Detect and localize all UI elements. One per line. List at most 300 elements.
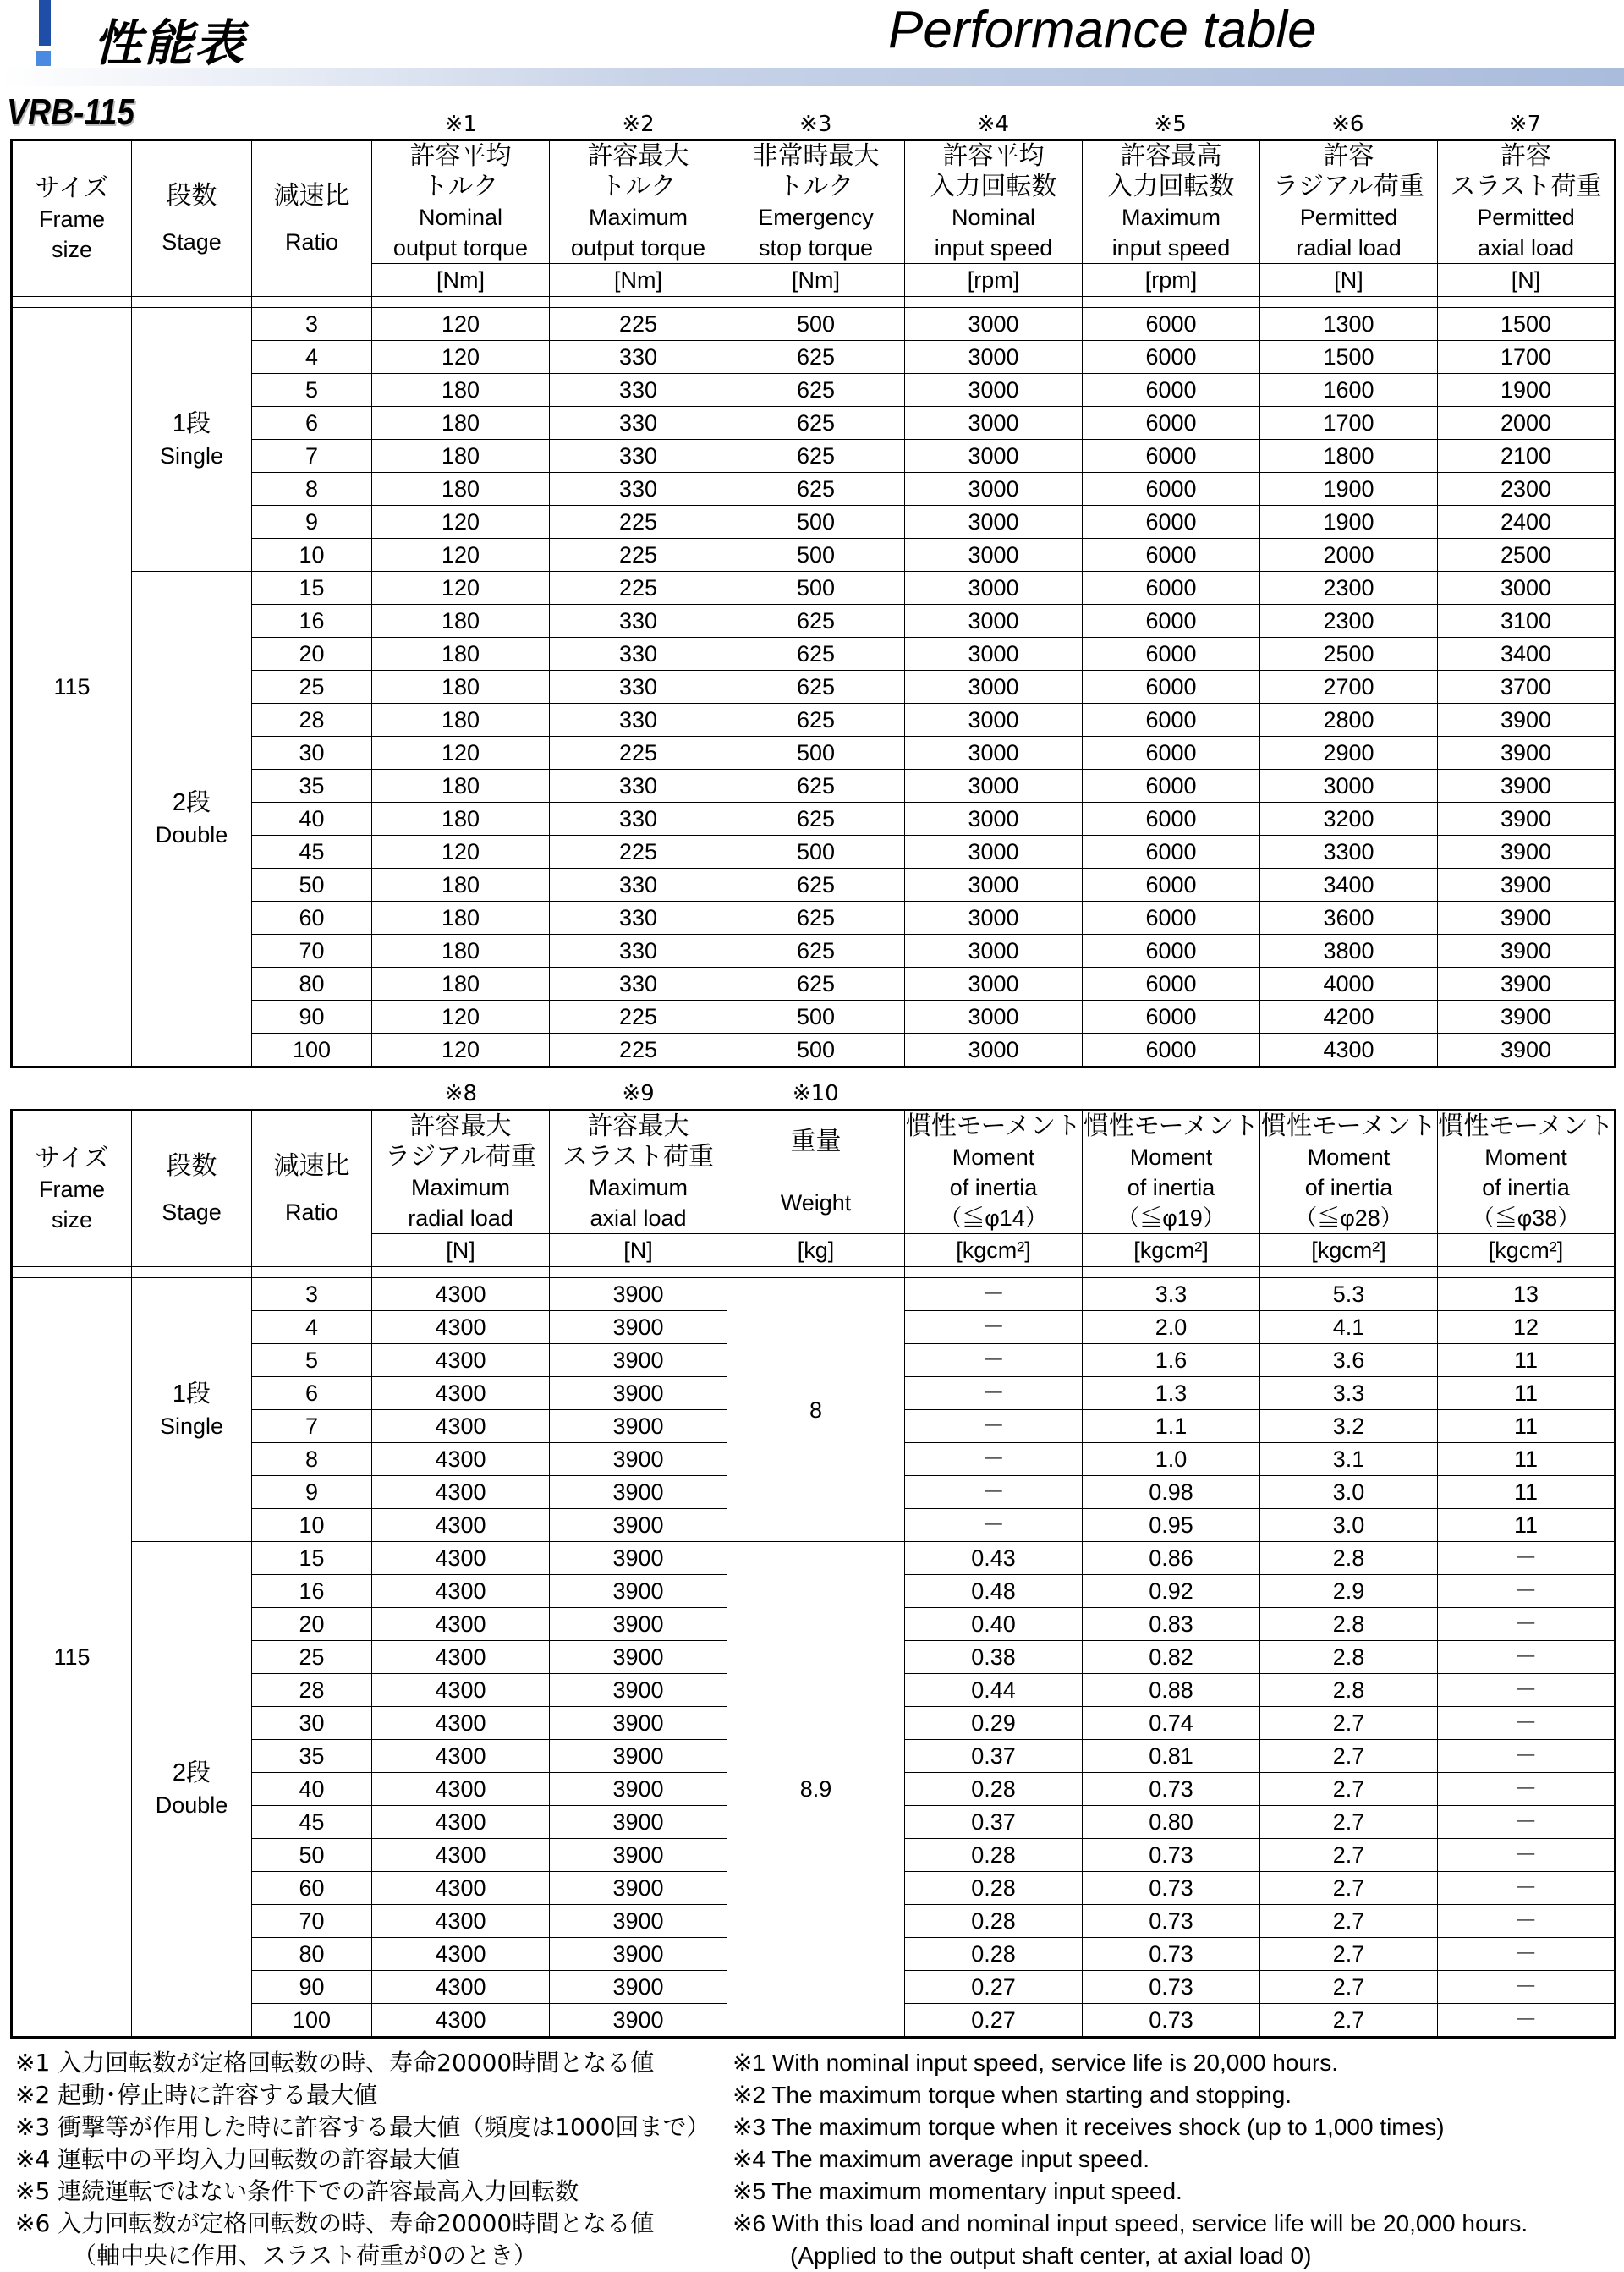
ratio-cell: 20 xyxy=(252,1608,372,1641)
value-cell: 3.2 xyxy=(1260,1410,1438,1443)
value-cell: 2.7 xyxy=(1260,1872,1438,1905)
stage-single-cell xyxy=(132,1278,252,1542)
value-cell: 3100 xyxy=(1438,605,1616,638)
value-cell: 625 xyxy=(727,869,905,902)
value-cell: 2800 xyxy=(1260,704,1438,737)
header-ratio-jp: 減速比 xyxy=(273,181,350,210)
table-row xyxy=(12,1278,1616,1311)
unit-cell: [N] xyxy=(372,1234,550,1267)
value-cell: 3000 xyxy=(905,902,1083,935)
spacer-cell xyxy=(252,297,372,308)
value-cell: 3000 xyxy=(905,539,1083,572)
table-row xyxy=(12,836,1616,869)
header-frame-size-jp: サイズ xyxy=(35,1144,109,1172)
value-cell: 6000 xyxy=(1083,968,1260,1001)
table-row xyxy=(12,737,1616,770)
header-col-3-jp1: 許容平均 xyxy=(942,142,1045,170)
value-cell: 1900 xyxy=(1438,374,1616,407)
header-col-2-en1: Weight xyxy=(780,1190,852,1216)
spacer-row xyxy=(12,1267,1616,1278)
value-cell: 0.80 xyxy=(1083,1806,1260,1839)
unit-cell: [N] xyxy=(550,1234,727,1267)
header-col-0-jp1: 許容平均 xyxy=(409,142,512,170)
header-col-1 xyxy=(550,140,727,264)
note-marker: ※1 xyxy=(444,112,477,137)
header-col-5-en1: Permitted xyxy=(1299,205,1398,230)
value-cell: 3900 xyxy=(550,1377,727,1410)
value-cell: 330 xyxy=(550,374,727,407)
table-row xyxy=(12,869,1616,902)
frame-size-cell: 115 xyxy=(12,1278,132,2038)
unit-cell: [rpm] xyxy=(1083,264,1260,297)
header-col-3 xyxy=(905,1111,1083,1234)
header-col-1 xyxy=(550,1111,727,1234)
note-marker: ※10 xyxy=(792,1081,839,1106)
ratio-cell: 16 xyxy=(252,1575,372,1608)
value-cell: 500 xyxy=(727,572,905,605)
unit-cell: [N] xyxy=(1260,264,1438,297)
table-row xyxy=(12,968,1616,1001)
value-cell: 11 xyxy=(1438,1509,1616,1542)
value-cell: 2300 xyxy=(1438,473,1616,506)
table-row xyxy=(12,440,1616,473)
stage-single-cell xyxy=(132,308,252,572)
value-cell: 3900 xyxy=(1438,968,1616,1001)
value-cell: 225 xyxy=(550,572,727,605)
value-cell: 3000 xyxy=(1260,770,1438,803)
value-cell: 2300 xyxy=(1260,572,1438,605)
page-title-jp: 性能表 xyxy=(93,14,246,72)
footnote-jp: ※1 入力回転数が定格回転数の時、寿命20000時間となる値 xyxy=(15,2049,655,2077)
value-cell: 6000 xyxy=(1083,638,1260,671)
value-cell: 3.1 xyxy=(1260,1443,1438,1476)
note-marker xyxy=(1259,1081,1436,1105)
value-cell: 3900 xyxy=(550,1575,727,1608)
value-cell: 0.37 xyxy=(905,1740,1083,1773)
value-cell: 3900 xyxy=(1438,869,1616,902)
spacer-cell xyxy=(727,297,905,308)
value-cell: 3000 xyxy=(905,308,1083,341)
value-cell: 3000 xyxy=(905,1034,1083,1067)
value-cell: 180 xyxy=(372,968,550,1001)
spacer-cell xyxy=(905,1267,1083,1278)
value-cell: 120 xyxy=(372,1034,550,1067)
ratio-cell: 6 xyxy=(252,1377,372,1410)
value-cell: 6000 xyxy=(1083,704,1260,737)
ratio-cell: 25 xyxy=(252,671,372,704)
value-cell: － xyxy=(1438,1806,1616,1839)
value-cell: 3000 xyxy=(905,704,1083,737)
value-cell: 225 xyxy=(550,1001,727,1034)
value-cell: 0.81 xyxy=(1083,1740,1260,1773)
table-row xyxy=(12,407,1616,440)
ratio-cell: 40 xyxy=(252,803,372,836)
header-col-3-en2: （≦φ14） xyxy=(939,1205,1048,1231)
ratio-cell: 5 xyxy=(252,1344,372,1377)
value-cell: 4300 xyxy=(372,1443,550,1476)
header-ratio xyxy=(252,1111,372,1267)
header-col-0-jp2: ラジアル荷重 xyxy=(385,1143,536,1171)
value-cell: 625 xyxy=(727,902,905,935)
value-cell: 330 xyxy=(550,605,727,638)
value-cell: 13 xyxy=(1438,1278,1616,1311)
footnote-en: (Applied to the output shaft center, at axial load 0) xyxy=(790,2242,1312,2269)
header-col-0-jp2: トルク xyxy=(422,173,499,200)
value-cell: 2.0 xyxy=(1083,1311,1260,1344)
value-cell: 4300 xyxy=(372,1674,550,1707)
footnote-en: ※4 The maximum average input speed. xyxy=(732,2146,1149,2172)
ratio-cell: 100 xyxy=(252,1034,372,1067)
value-cell: － xyxy=(1438,1740,1616,1773)
ratio-cell: 60 xyxy=(252,1872,372,1905)
value-cell: 0.86 xyxy=(1083,1542,1260,1575)
spacer-cell xyxy=(550,297,727,308)
value-cell: 2.9 xyxy=(1260,1575,1438,1608)
header-col-3-en1: of inertia xyxy=(949,1175,1038,1200)
value-cell: 180 xyxy=(372,638,550,671)
header-row xyxy=(12,1111,1616,1234)
header-col-6-en2: axial load xyxy=(1477,235,1575,261)
header-col-5-jp1: 許容 xyxy=(1323,142,1374,170)
header-col-4 xyxy=(1083,140,1260,264)
table-row xyxy=(12,902,1616,935)
footnotes-japanese xyxy=(15,2047,760,2272)
value-cell: 225 xyxy=(550,506,727,539)
value-cell: － xyxy=(1438,1938,1616,1971)
value-cell: 625 xyxy=(727,605,905,638)
value-cell: 1900 xyxy=(1260,473,1438,506)
value-cell: 330 xyxy=(550,473,727,506)
stage-jp: 2段 xyxy=(172,1759,211,1786)
unit-cell: [Nm] xyxy=(550,264,727,297)
value-cell: 4200 xyxy=(1260,1001,1438,1034)
footnote-en: ※5 The maximum momentary input speed. xyxy=(732,2178,1182,2204)
value-cell: 6000 xyxy=(1083,1034,1260,1067)
ratio-cell: 7 xyxy=(252,1410,372,1443)
value-cell: 3000 xyxy=(905,803,1083,836)
value-cell: 120 xyxy=(372,1001,550,1034)
spacer-cell xyxy=(1083,297,1260,308)
value-cell: 2000 xyxy=(1260,539,1438,572)
value-cell: 625 xyxy=(727,374,905,407)
value-cell: 0.28 xyxy=(905,1839,1083,1872)
value-cell: 120 xyxy=(372,308,550,341)
value-cell: 225 xyxy=(550,737,727,770)
value-cell: 2500 xyxy=(1438,539,1616,572)
value-cell: 4300 xyxy=(372,2004,550,2038)
header-col-5-en2: radial load xyxy=(1296,235,1402,261)
value-cell: 6000 xyxy=(1083,836,1260,869)
footnote-en: ※3 The maximum torque when it receives shock (up to 1,000 times) xyxy=(732,2114,1445,2140)
header-col-1-jp2: スラスト荷重 xyxy=(562,1143,715,1171)
value-cell: 11 xyxy=(1438,1443,1616,1476)
value-cell: 6000 xyxy=(1083,671,1260,704)
value-cell: － xyxy=(1438,1707,1616,1740)
value-cell: － xyxy=(1438,1641,1616,1674)
performance-table-1 xyxy=(10,139,1616,1068)
header-col-0-en1: Maximum xyxy=(410,1175,510,1200)
value-cell: 3.0 xyxy=(1260,1476,1438,1509)
note-marker: ※6 xyxy=(1331,112,1364,137)
header-frame-size-en: Frame xyxy=(38,206,105,232)
header-accent-bar xyxy=(39,0,51,46)
value-cell: 3700 xyxy=(1438,671,1616,704)
value-cell: 3900 xyxy=(550,1740,727,1773)
value-cell: 0.28 xyxy=(905,1872,1083,1905)
value-cell: 3900 xyxy=(550,1905,727,1938)
spacer-cell xyxy=(132,297,252,308)
value-cell: 0.74 xyxy=(1083,1707,1260,1740)
value-cell: 4300 xyxy=(372,1839,550,1872)
ratio-cell: 10 xyxy=(252,539,372,572)
value-cell: 180 xyxy=(372,473,550,506)
header-frame-size xyxy=(12,140,132,297)
header-col-6 xyxy=(1438,1111,1616,1234)
value-cell: 4300 xyxy=(1260,1034,1438,1067)
table-row xyxy=(12,704,1616,737)
table-row xyxy=(12,935,1616,968)
value-cell: 3000 xyxy=(905,605,1083,638)
value-cell: － xyxy=(1438,1872,1616,1905)
value-cell: 3900 xyxy=(550,1674,727,1707)
value-cell: 6000 xyxy=(1083,506,1260,539)
value-cell: － xyxy=(905,1476,1083,1509)
value-cell: 2.7 xyxy=(1260,1773,1438,1806)
value-cell: 4300 xyxy=(372,1377,550,1410)
value-cell: 3000 xyxy=(905,1001,1083,1034)
header-col-5-en2: （≦φ28） xyxy=(1294,1205,1403,1231)
ratio-cell: 80 xyxy=(252,1938,372,1971)
footnote-en: ※1 With nominal input speed, service life is 20,000 hours. xyxy=(732,2050,1339,2076)
header-col-3-jp2: Moment xyxy=(952,1144,1035,1170)
value-cell: 120 xyxy=(372,572,550,605)
value-cell: 3900 xyxy=(1438,935,1616,968)
value-cell: 225 xyxy=(550,539,727,572)
value-cell: 3000 xyxy=(905,374,1083,407)
value-cell: 6000 xyxy=(1083,935,1260,968)
value-cell: 500 xyxy=(727,1001,905,1034)
value-cell: 2.8 xyxy=(1260,1608,1438,1641)
value-cell: 4300 xyxy=(372,1806,550,1839)
unit-cell: [kg] xyxy=(727,1234,905,1267)
value-cell: 330 xyxy=(550,440,727,473)
value-cell: 225 xyxy=(550,308,727,341)
ratio-cell: 70 xyxy=(252,935,372,968)
value-cell: 0.28 xyxy=(905,1773,1083,1806)
footnote-jp: ※2 起動･停止時に許容する最大値 xyxy=(15,2081,378,2109)
spacer-cell xyxy=(12,1267,132,1278)
performance-table-2 xyxy=(10,1109,1616,2039)
value-cell: 180 xyxy=(372,407,550,440)
value-cell: 2.7 xyxy=(1260,1740,1438,1773)
value-cell: 3000 xyxy=(905,671,1083,704)
value-cell: 1.0 xyxy=(1083,1443,1260,1476)
value-cell: 6000 xyxy=(1083,341,1260,374)
value-cell: 0.28 xyxy=(905,1905,1083,1938)
header-col-1-en1: Maximum xyxy=(588,1175,688,1200)
value-cell: 180 xyxy=(372,440,550,473)
table-row xyxy=(12,308,1616,341)
header-col-4-en2: （≦φ19） xyxy=(1116,1205,1226,1231)
value-cell: 3000 xyxy=(905,506,1083,539)
value-cell: 3900 xyxy=(550,1773,727,1806)
value-cell: 3.0 xyxy=(1260,1509,1438,1542)
header-ratio-jp: 減速比 xyxy=(273,1151,350,1180)
note-marker: ※3 xyxy=(799,112,832,137)
table-row xyxy=(12,770,1616,803)
header-stage-jp: 段数 xyxy=(166,181,217,210)
weight-double-cell: 8.9 xyxy=(727,1542,905,2038)
value-cell: － xyxy=(905,1509,1083,1542)
table-row xyxy=(12,803,1616,836)
value-cell: 0.37 xyxy=(905,1806,1083,1839)
stage-en: Double xyxy=(155,1792,228,1818)
header-col-6-jp1: 許容 xyxy=(1501,142,1551,170)
footnote-jp: ※3 衝撃等が作用した時に許容する最大値（頻度は1000回まで） xyxy=(15,2113,710,2141)
value-cell: － xyxy=(905,1443,1083,1476)
table2-note-markers xyxy=(372,1081,1614,1105)
table-row xyxy=(12,605,1616,638)
value-cell: 3900 xyxy=(550,1608,727,1641)
value-cell: 0.73 xyxy=(1083,1938,1260,1971)
ratio-cell: 100 xyxy=(252,2004,372,2038)
value-cell: 3.3 xyxy=(1260,1377,1438,1410)
header-col-2-jp1: 重量 xyxy=(790,1128,842,1155)
value-cell: 3900 xyxy=(550,1938,727,1971)
header-col-6-jp2: Moment xyxy=(1484,1144,1567,1170)
value-cell: 6000 xyxy=(1083,572,1260,605)
value-cell: 330 xyxy=(550,869,727,902)
table-row xyxy=(12,638,1616,671)
value-cell: 3000 xyxy=(905,341,1083,374)
value-cell: 180 xyxy=(372,803,550,836)
value-cell: 625 xyxy=(727,968,905,1001)
note-marker: ※9 xyxy=(622,1081,655,1106)
spacer-cell xyxy=(252,1267,372,1278)
footnote-jp: （軸中央に作用、スラスト荷重が0のとき） xyxy=(73,2242,537,2269)
value-cell: 330 xyxy=(550,407,727,440)
value-cell: 4300 xyxy=(372,1608,550,1641)
header-col-5-en1: of inertia xyxy=(1304,1175,1393,1200)
ratio-cell: 30 xyxy=(252,1707,372,1740)
value-cell: 2.7 xyxy=(1260,1806,1438,1839)
value-cell: － xyxy=(1438,1971,1616,2004)
table-row xyxy=(12,572,1616,605)
unit-cell: [N] xyxy=(1438,264,1616,297)
ratio-cell: 90 xyxy=(252,1971,372,2004)
value-cell: 625 xyxy=(727,638,905,671)
value-cell: 3400 xyxy=(1438,638,1616,671)
frame-size-cell: 115 xyxy=(12,308,132,1067)
header-col-4-en1: of inertia xyxy=(1127,1175,1215,1200)
value-cell: 3900 xyxy=(550,1476,727,1509)
unit-cell: [Nm] xyxy=(727,264,905,297)
value-cell: 2400 xyxy=(1438,506,1616,539)
value-cell: － xyxy=(1438,1542,1616,1575)
value-cell: 120 xyxy=(372,737,550,770)
value-cell: 2.7 xyxy=(1260,1938,1438,1971)
ratio-cell: 70 xyxy=(252,1905,372,1938)
page-title-en: Performance table xyxy=(888,1,1317,59)
ratio-cell: 45 xyxy=(252,836,372,869)
footnotes-english xyxy=(732,2047,1612,2272)
ratio-cell: 9 xyxy=(252,506,372,539)
value-cell: 11 xyxy=(1438,1476,1616,1509)
value-cell: － xyxy=(905,1278,1083,1311)
note-marker xyxy=(1436,1081,1614,1105)
value-cell: 3900 xyxy=(550,1410,727,1443)
value-cell: 3900 xyxy=(550,1443,727,1476)
value-cell: 3000 xyxy=(905,440,1083,473)
ratio-cell: 15 xyxy=(252,1542,372,1575)
value-cell: 0.73 xyxy=(1083,1971,1260,2004)
ratio-cell: 45 xyxy=(252,1806,372,1839)
header-frame-size xyxy=(12,1111,132,1267)
value-cell: 0.40 xyxy=(905,1608,1083,1641)
header-col-0-en2: radial load xyxy=(408,1205,513,1231)
footnote-en: ※6 With this load and nominal input speed, service life will be 20,000 hours. xyxy=(732,2210,1528,2236)
ratio-cell: 30 xyxy=(252,737,372,770)
value-cell: 4300 xyxy=(372,1344,550,1377)
value-cell: 0.92 xyxy=(1083,1575,1260,1608)
header-col-1-en2: output torque xyxy=(570,235,706,261)
value-cell: － xyxy=(905,1344,1083,1377)
value-cell: 4300 xyxy=(372,1278,550,1311)
value-cell: 0.73 xyxy=(1083,1872,1260,1905)
value-cell: 3400 xyxy=(1260,869,1438,902)
value-cell: － xyxy=(1438,1839,1616,1872)
value-cell: 1300 xyxy=(1260,308,1438,341)
note-marker: ※8 xyxy=(444,1081,477,1106)
value-cell: 625 xyxy=(727,407,905,440)
table-row xyxy=(12,1001,1616,1034)
value-cell: 1600 xyxy=(1260,374,1438,407)
value-cell: 3000 xyxy=(905,935,1083,968)
header-col-6-jp1: 慣性モーメント xyxy=(1438,1112,1614,1140)
value-cell: 6000 xyxy=(1083,407,1260,440)
header-col-2 xyxy=(727,1111,905,1234)
value-cell: 1500 xyxy=(1260,341,1438,374)
value-cell: 11 xyxy=(1438,1344,1616,1377)
value-cell: 4300 xyxy=(372,1476,550,1509)
ratio-cell: 3 xyxy=(252,308,372,341)
value-cell: 6000 xyxy=(1083,605,1260,638)
spacer-cell xyxy=(132,1267,252,1278)
header-frame-size-en2: size xyxy=(51,236,92,262)
ratio-cell: 25 xyxy=(252,1641,372,1674)
ratio-cell: 80 xyxy=(252,968,372,1001)
header-col-3-jp2: 入力回転数 xyxy=(930,173,1057,200)
value-cell: 4300 xyxy=(372,1410,550,1443)
header-col-4 xyxy=(1083,1111,1260,1234)
header-col-1-en2: axial load xyxy=(590,1205,687,1231)
value-cell: 4300 xyxy=(372,1773,550,1806)
value-cell: － xyxy=(905,1410,1083,1443)
spacer-cell xyxy=(727,1267,905,1278)
value-cell: 3300 xyxy=(1260,836,1438,869)
value-cell: 3000 xyxy=(905,638,1083,671)
value-cell: 2.7 xyxy=(1260,2004,1438,2038)
value-cell: 500 xyxy=(727,506,905,539)
value-cell: 3900 xyxy=(550,1311,727,1344)
value-cell: 5.3 xyxy=(1260,1278,1438,1311)
value-cell: 0.95 xyxy=(1083,1509,1260,1542)
header-col-2-en2: stop torque xyxy=(758,235,874,261)
header-col-5-jp1: 慣性モーメント xyxy=(1260,1112,1437,1140)
header-ratio xyxy=(252,140,372,297)
value-cell: 180 xyxy=(372,704,550,737)
value-cell: 0.83 xyxy=(1083,1608,1260,1641)
